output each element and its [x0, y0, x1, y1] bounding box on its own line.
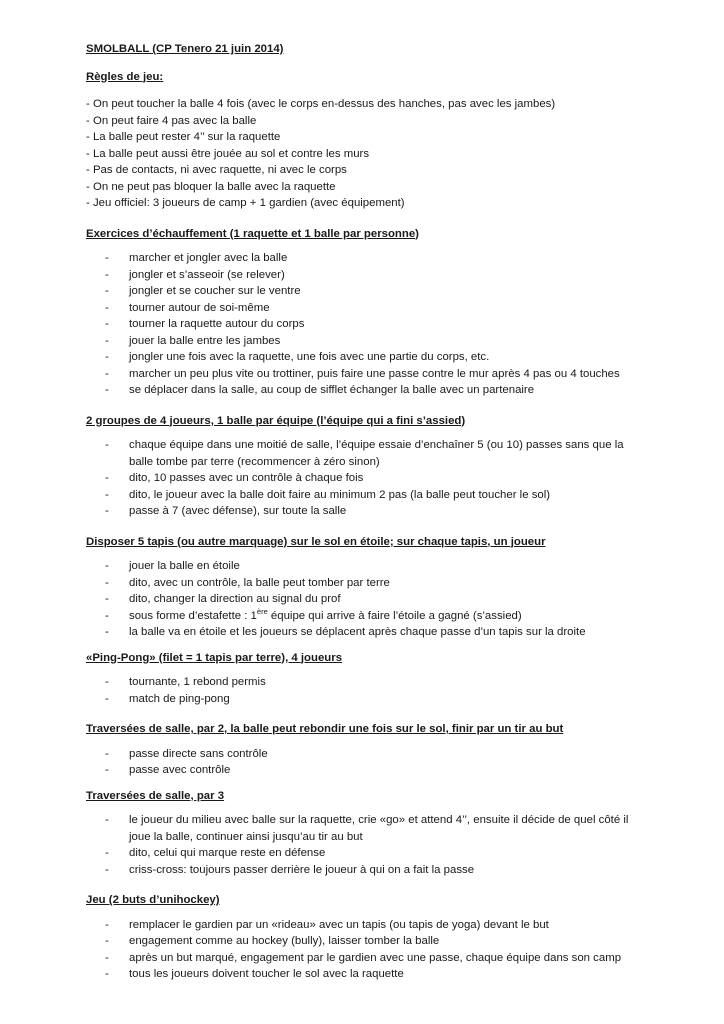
exercise-sections: [86, 226, 646, 983]
list-item: [86, 591, 646, 608]
dash-bullet: -: [105, 318, 109, 330]
list-item-text: jongler et se coucher sur le ventre: [129, 285, 301, 297]
rule-item: - Jeu officiel: 3 joueurs de camp + 1 gardien (avec équipement): [86, 197, 405, 209]
exercise-section: [86, 534, 646, 641]
section-list: [86, 437, 646, 520]
list-item: [86, 250, 646, 267]
rule-item: - La balle peut rester 4’’ sur la raquette: [86, 131, 281, 143]
document-page: [86, 41, 646, 983]
list-item-text: engagement comme au hockey (bully), laisser tomber la balle: [129, 935, 440, 947]
dash-bullet: -: [105, 367, 109, 380]
rule-item: - On peut faire 4 pas avec la balle: [86, 114, 257, 127]
list-item-text: jouer la balle en étoile: [129, 560, 240, 572]
dash-bullet: -: [105, 676, 109, 688]
section-heading: 2 groupes de 4 joueurs, 1 balle par équipe (l’équipe qui a fini s’assied): [86, 414, 466, 427]
dash-bullet: -: [105, 384, 109, 396]
dash-bullet: -: [105, 764, 109, 776]
list-item: [86, 746, 646, 763]
list-item: [86, 950, 646, 967]
list-item-text: tous les joueurs doivent toucher le sol avec la raquette: [129, 968, 404, 980]
list-item: [86, 349, 646, 366]
rule-item: - La balle peut aussi être jouée au sol et contre les murs: [86, 147, 370, 160]
dash-bullet: -: [105, 935, 109, 947]
list-item-text: remplacer le gardien par un «rideau» avec un tapis (ou tapis de yoga) devant le but: [129, 918, 549, 931]
dash-bullet: -: [105, 351, 109, 363]
list-item-text: dito, celui qui marque reste en défense: [129, 847, 326, 859]
section-list: [86, 558, 646, 641]
list-item-text: le joueur du milieu avec balle sur la raquette, crie «go» et attend 4’’, ensuite il décide de quel côté il joue la balle, continuer ainsi jusqu’au tir au but: [129, 814, 629, 843]
dash-bullet: -: [105, 301, 109, 314]
list-item: [86, 812, 646, 845]
list-item: [86, 267, 646, 284]
dash-bullet: -: [105, 472, 109, 484]
list-item-text: dito, avec un contrôle, la balle peut tomber par terre: [129, 576, 390, 589]
rule-item: - On ne peut pas bloquer la balle avec la raquette: [86, 180, 336, 193]
section-list: [86, 250, 646, 399]
list-item: [86, 933, 646, 950]
dash-bullet: -: [105, 593, 109, 605]
section-list: [86, 812, 646, 878]
list-item-text: après un but marqué, engagement par le gardien avec une passe, chaque équipe dans son camp: [129, 951, 622, 964]
list-item-text: tournante, 1 rebond permis: [129, 676, 266, 688]
section-list: [86, 917, 646, 983]
ordinal-superscript: ère: [256, 606, 268, 616]
exercise-section: [86, 413, 646, 520]
section-heading: Exercices d’échauffement (1 raquette et 1 balle par personne): [86, 227, 419, 240]
list-item: [86, 366, 646, 383]
list-item-text: passe avec contrôle: [129, 764, 231, 776]
dash-bullet: -: [105, 747, 109, 760]
list-item-text: dito, changer la direction au signal du prof: [129, 593, 341, 605]
exercise-section: [86, 226, 646, 399]
dash-bullet: -: [105, 918, 109, 931]
rules-heading: Règles de jeu:: [86, 70, 164, 83]
list-item: [86, 437, 646, 470]
list-item: [86, 300, 646, 317]
section-heading: Jeu (2 buts d’unihockey): [86, 894, 220, 906]
list-item: [86, 487, 646, 504]
list-item: [86, 845, 646, 862]
list-item-text: sous forme d’estafette : 1ère équipe qui arrive à faire l’étoile a gagné (s’assied): [129, 606, 522, 622]
exercise-section: [86, 650, 646, 708]
rule-item: - On peut toucher la balle 4 fois (avec le corps en-dessus des hanches, pas avec les jambes): [86, 98, 556, 110]
list-item: [86, 503, 646, 520]
section-heading: «Ping-Pong» (filet = 1 tapis par terre), 4 joueurs: [86, 651, 343, 664]
section-heading: Disposer 5 tapis (ou autre marquage) sur le sol en étoile; sur chaque tapis, un joueur: [86, 535, 546, 548]
dash-bullet: -: [105, 692, 109, 705]
list-item-text: match de ping-pong: [129, 692, 230, 705]
section-heading: Traversées de salle, par 2, la balle peut rebondir une fois sur le sol, finir par un tir au but: [86, 723, 564, 735]
dash-bullet: -: [105, 609, 109, 622]
rules-section: [86, 69, 646, 212]
list-item: [86, 624, 646, 641]
list-item: [86, 470, 646, 487]
document-title: SMOLBALL (CP Tenero 21 juin 2014): [86, 43, 284, 55]
dash-bullet: -: [105, 505, 109, 517]
list-item: [86, 966, 646, 983]
dash-bullet: -: [105, 439, 109, 451]
list-item-text: dito, le joueur avec la balle doit faire au minimum 2 pas (la balle peut toucher le sol): [129, 488, 551, 501]
list-item-text: criss-cross: toujours passer derrière le joueur à qui on a fait la passe: [129, 863, 475, 876]
list-item: [86, 558, 646, 575]
list-item-text: la balle va en étoile et les joueurs se déplacent après chaque passe d’un tapis sur la droite: [129, 626, 586, 638]
exercise-section: [86, 788, 646, 879]
list-item-text: jongler et s’asseoir (se relever): [129, 268, 285, 281]
list-item: [86, 917, 646, 934]
list-item: [86, 316, 646, 333]
list-item: [86, 762, 646, 779]
dash-bullet: -: [105, 863, 109, 876]
list-item-text: chaque équipe dans une moitié de salle, l’équipe essaie d’enchaîner 5 (ou 10) passes sans que la balle tombe par terre (recommencer à zéro sinon): [129, 439, 624, 468]
dash-bullet: -: [105, 576, 109, 589]
list-item-text: jongler une fois avec la raquette, une fois avec une partie du corps, etc.: [129, 351, 490, 363]
exercise-section: [86, 721, 646, 779]
list-item: [86, 608, 646, 625]
exercise-section: [86, 892, 646, 983]
section-heading: Traversées de salle, par 3: [86, 789, 225, 802]
dash-bullet: -: [105, 252, 109, 264]
list-item: [86, 862, 646, 879]
list-item: [86, 674, 646, 691]
list-item-text: marcher et jongler avec la balle: [129, 252, 288, 264]
rule-item: - Pas de contacts, ni avec raquette, ni avec le corps: [86, 164, 347, 176]
list-item: [86, 283, 646, 300]
list-item-text: passe directe sans contrôle: [129, 747, 268, 760]
dash-bullet: -: [105, 968, 109, 980]
dash-bullet: -: [105, 488, 109, 501]
dash-bullet: -: [105, 951, 109, 964]
section-list: [86, 746, 646, 779]
section-list: [86, 674, 646, 707]
list-item: [86, 575, 646, 592]
dash-bullet: -: [105, 560, 109, 572]
list-item-text: tourner autour de soi-même: [129, 301, 270, 314]
list-item-text: se déplacer dans la salle, au coup de sifflet échanger la balle avec un partenaire: [129, 384, 535, 396]
list-item: [86, 382, 646, 399]
dash-bullet: -: [105, 334, 109, 347]
list-item-text: tourner la raquette autour du corps: [129, 318, 305, 330]
list-item-text: jouer la balle entre les jambes: [129, 334, 281, 347]
dash-bullet: -: [105, 814, 109, 826]
dash-bullet: -: [105, 847, 109, 859]
list-item-text: marcher un peu plus vite ou trottiner, puis faire une passe contre le mur après 4 pas ou 4 touches: [129, 367, 620, 380]
list-item: [86, 333, 646, 350]
rules-list: [86, 96, 646, 212]
list-item-text: passe à 7 (avec défense), sur toute la salle: [129, 505, 347, 517]
list-item: [86, 691, 646, 708]
dash-bullet: -: [105, 626, 109, 638]
dash-bullet: -: [105, 285, 109, 297]
list-item-text: dito, 10 passes avec un contrôle à chaque fois: [129, 472, 364, 484]
dash-bullet: -: [105, 268, 109, 281]
